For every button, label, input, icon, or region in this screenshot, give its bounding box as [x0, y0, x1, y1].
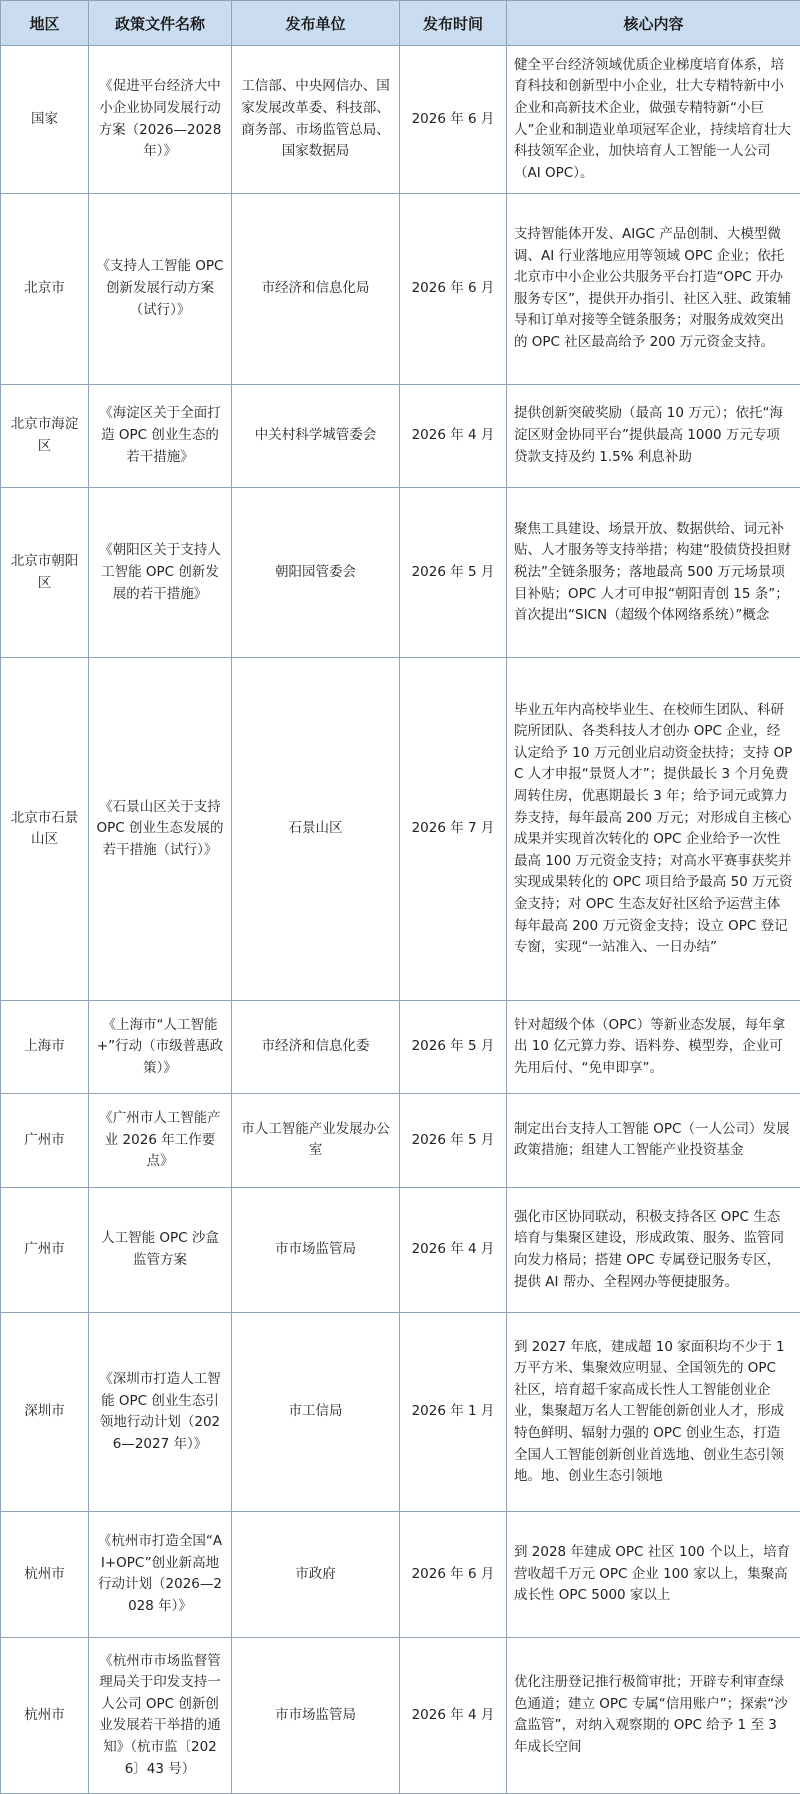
cell-date: 2026 年 1 月 — [400, 1313, 507, 1512]
header-title: 政策文件名称 — [89, 1, 232, 46]
table-row — [1, 1001, 800, 1094]
cell-title: 《深圳市打造人工智能 OPC 创业生态引领地行动计划（2026—2027 年）》 — [89, 1313, 232, 1512]
cell-title: 《杭州市市场监督管理局关于印发支持一人公司 OPC 创新创业发展若干举措的通知》（杭市监〔2026〕43 号） — [89, 1637, 232, 1793]
table-row — [1, 1187, 800, 1313]
cell-region: 深圳市 — [1, 1313, 89, 1512]
cell-date: 2026 年 6 月 — [400, 46, 507, 194]
cell-title: 《上海市“人工智能 +”行动（市级普惠政策）》 — [89, 1001, 232, 1094]
cell-issuer: 市市场监管局 — [232, 1187, 400, 1313]
cell-title: 《支持人工智能 OPC 创新发展行动方案（试行）》 — [89, 194, 232, 385]
table-row — [1, 194, 800, 385]
cell-title: 《杭州市打造全国“AI+OPC”创业新高地行动计划（2026—2028 年）》 — [89, 1512, 232, 1638]
header-issuer: 发布单位 — [232, 1, 400, 46]
cell-issuer: 中关村科学城管委会 — [232, 384, 400, 487]
cell-content: 针对超级个体（OPC）等新业态发展，每年拿出 10 亿元算力券、语料券、模型券，企业可先用后付、“免申即享”。 — [507, 1001, 800, 1094]
header-content: 核心内容 — [507, 1, 800, 46]
cell-issuer: 市工信局 — [232, 1313, 400, 1512]
cell-date: 2026 年 5 月 — [400, 1001, 507, 1094]
cell-issuer: 市政府 — [232, 1512, 400, 1638]
cell-issuer: 市经济和信息化委 — [232, 1001, 400, 1094]
cell-content: 支持智能体开发、AIGC 产品创制、大模型微调、AI 行业落地应用等领域 OPC 企业；依托北京市中小企业公共服务平台打造“OPC 开办服务专区”，提供开办指引、社区入驻、政策辅导和订单对接等全链条服务；对服务成效突出的 OPC 社区最高给予 200 万元资金支持。 — [507, 194, 800, 385]
cell-issuer: 市市场监管局 — [232, 1637, 400, 1793]
cell-title: 《朝阳区关于支持人工智能 OPC 创新发展的若干措施》 — [89, 488, 232, 658]
cell-content: 健全平台经济领域优质企业梯度培育体系，培育科技和创新型中小企业，壮大专精特新中小企业和高新技术企业，做强专精特新“小巨人”企业和制造业单项冠军企业，持续培育壮大科技领军企业，加快培育人工智能一人公司（AI OPC）。 — [507, 46, 800, 194]
cell-region: 国家 — [1, 46, 89, 194]
cell-title: 《促进平台经济大中小企业协同发展行动方案（2026—2028年）》 — [89, 46, 232, 194]
table-row — [1, 1313, 800, 1512]
cell-content: 聚焦工具建设、场景开放、数据供给、词元补贴、人才服务等支持举措；构建“股债贷投担财税法”全链条服务；落地最高 500 万元场景项目补贴；OPC 人才可申报“朝阳青创 15 条”；首次提出“SICN（超级个体网络系统）”概念 — [507, 488, 800, 658]
table-row — [1, 46, 800, 194]
cell-issuer: 石景山区 — [232, 658, 400, 1001]
cell-region: 广州市 — [1, 1187, 89, 1313]
cell-title: 《广州市人工智能产业 2026 年工作要点》 — [89, 1094, 232, 1187]
cell-date: 2026 年 4 月 — [400, 384, 507, 487]
cell-region: 上海市 — [1, 1001, 89, 1094]
cell-region: 北京市海淀区 — [1, 384, 89, 487]
table-row — [1, 1512, 800, 1638]
cell-issuer: 市人工智能产业发展办公室 — [232, 1094, 400, 1187]
cell-region: 杭州市 — [1, 1512, 89, 1638]
cell-region: 杭州市 — [1, 1637, 89, 1793]
cell-region: 广州市 — [1, 1094, 89, 1187]
cell-region: 北京市朝阳区 — [1, 488, 89, 658]
cell-date: 2026 年 6 月 — [400, 194, 507, 385]
table-row — [1, 658, 800, 1001]
cell-date: 2026 年 6 月 — [400, 1512, 507, 1638]
header-date: 发布时间 — [400, 1, 507, 46]
cell-date: 2026 年 4 月 — [400, 1637, 507, 1793]
cell-date: 2026 年 5 月 — [400, 1094, 507, 1187]
table-row — [1, 1637, 800, 1793]
cell-region: 北京市石景山区 — [1, 658, 89, 1001]
cell-date: 2026 年 7 月 — [400, 658, 507, 1001]
cell-content: 毕业五年内高校毕业生、在校师生团队、科研院所团队、各类科技人才创办 OPC 企业，经认定给予 10 万元创业启动资金扶持；支持 OPC 人才申报“景贤人才”；提供最长 3 个月免费周转住房，优惠期最长 3 年；给予词元或算力券支持，每年最高 200 万元；对形成自主核心成果并实现首次转化的 OPC 企业给予一次性最高 100 万元资金支持；对高水平赛事获奖并实现成果转化的 OPC 项目给予最高 50 万元资金支持；对 OPC 生态友好社区给予运营主体每年最高 200 万元资金支持；设立 OPC 登记专窗，实现“一站准入、一日办结” — [507, 658, 800, 1001]
cell-content: 到 2028 年建成 OPC 社区 100 个以上，培育营收超千万元 OPC 企业 100 家以上，集聚高成长性 OPC 5000 家以上 — [507, 1512, 800, 1638]
table-row — [1, 384, 800, 487]
cell-issuer: 工信部、中央网信办、国家发展改革委、科技部、商务部、市场监管总局、国家数据局 — [232, 46, 400, 194]
cell-title: 《石景山区关于支持 OPC 创业生态发展的若干措施（试行）》 — [89, 658, 232, 1001]
table-header-row — [1, 1, 800, 46]
header-region: 地区 — [1, 1, 89, 46]
cell-content: 制定出台支持人工智能 OPC（一人公司）发展政策措施；组建人工智能产业投资基金 — [507, 1094, 800, 1187]
cell-content: 优化注册登记推行极简审批；开辟专利审查绿色通道；建立 OPC 专属“信用账户”；探索“沙盒监管”，对纳入观察期的 OPC 给予 1 至 3 年成长空间 — [507, 1637, 800, 1793]
cell-date: 2026 年 5 月 — [400, 488, 507, 658]
cell-date: 2026 年 4 月 — [400, 1187, 507, 1313]
cell-title: 《海淀区关于全面打造 OPC 创业生态的若干措施》 — [89, 384, 232, 487]
cell-region: 北京市 — [1, 194, 89, 385]
table-row — [1, 488, 800, 658]
cell-content: 到 2027 年底，建成超 10 家面积均不少于 1 万平方米、集聚效应明显、全国领先的 OPC 社区，培育超千家高成长性人工智能创业企业，集聚超万名人工智能创新创业人才，形成特色鲜明、辐射力强的 OPC 创业生态，打造全国人工智能创新创业首选地、创业生态引领地。地、创业生态引领地 — [507, 1313, 800, 1512]
cell-issuer: 市经济和信息化局 — [232, 194, 400, 385]
cell-content: 强化市区协同联动，积极支持各区 OPC 生态培育与集聚区建设，形成政策、服务、监管同向发力格局；搭建 OPC 专属登记服务专区，提供 AI 帮办、全程网办等便捷服务。 — [507, 1187, 800, 1313]
table-row — [1, 1094, 800, 1187]
cell-title: 人工智能 OPC 沙盒监管方案 — [89, 1187, 232, 1313]
cell-issuer: 朝阳园管委会 — [232, 488, 400, 658]
cell-content: 提供创新突破奖励（最高 10 万元）；依托“海淀区财金协同平台”提供最高 1000 万元专项贷款支持及约 1.5% 利息补助 — [507, 384, 800, 487]
